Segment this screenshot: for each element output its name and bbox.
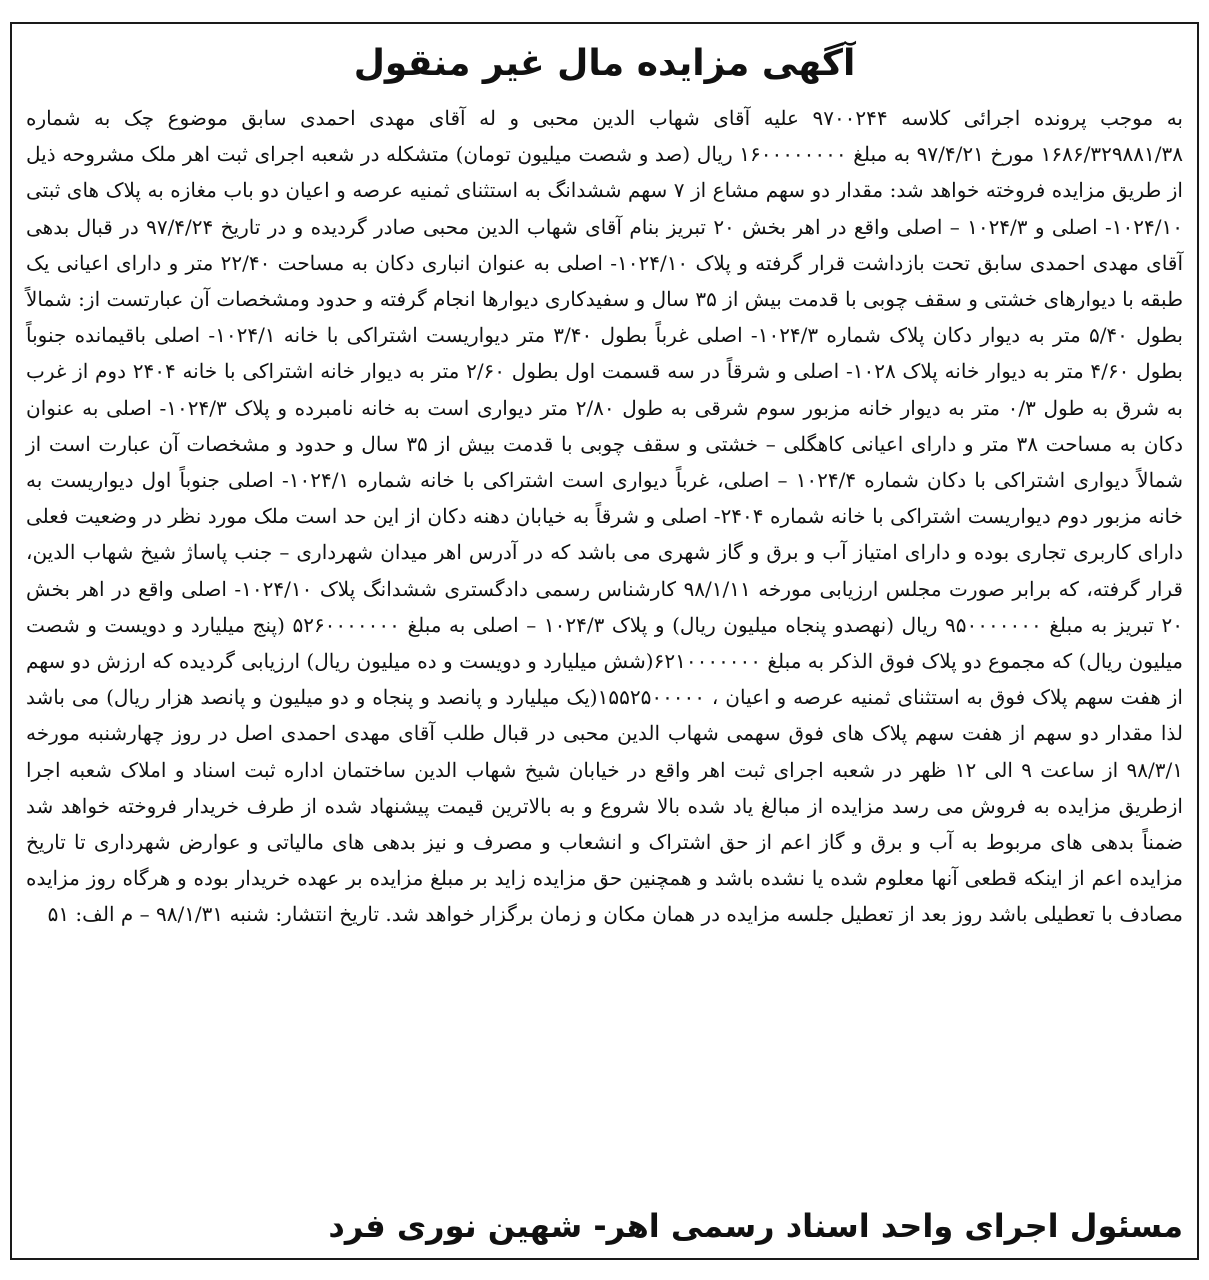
notice-body: به موجب پرونده اجرائی کلاسه ۹۷۰۰۲۴۴ علیه آقای شهاب الدین محبی و له آقای مهدی احمدی سابق موضوع چک به شماره ۱۶۸۶/۳۲۹۸۸۱/۳۸ مورخ ۹۷/۴/۲۱ به مبلغ ۱۶۰۰۰۰۰۰۰۰ ریال (صد و شصت میلیون تومان) متشکله در شعبه اجرای ثبت اهر ملک مشروحه ذیل از طریق مزایده فروخته خواهد شد: مقدار دو سهم مشاع از ۷ سهم ششدانگ به استثنای ثمنیه عرصه و اعیان دو باب مغازه به پلاک های ثبتی ۱۰۲۴/۱۰- اصلی و ۱۰۲۴/۳ – اصلی واقع در اهر بخش ۲۰ تبریز بنام آقای شهاب الدین محبی صادر گردیده و در تاریخ ۹۷/۴/۲۴ در قبال بدهی آقای مهدی احمدی سابق تحت بازداشت قرار گرفته و پلاک ۱۰۲۴/۱۰- اصلی به عنوان انباری دکان به مساحت ۲۲/۴۰ متر و دارای اعیانی یک طبقه با دیوارهای خشتی و سقف چوبی با قدمت بیش از ۳۵ سال و سفیدکاری دیوارها انجام گرفته و حدود ومشخصات آن عبارتست از: شمالاً بطول ۵/۴۰ متر به دیوار دکان پلاک شماره ۱۰۲۴/۳- اصلی غرباً بطول ۳/۴۰ متر دیواریست اشتراکی با خانه ۱۰۲۴/۱- اصلی باقیمانده جنوباً بطول ۴/۶۰ متر به دیوار خانه پلاک ۱۰۲۸- اصلی و شرقاً در سه قسمت اول بطول ۲/۶۰ متر به دیوار خانه اشتراکی با خانه ۲۴۰۴ دوم از غرب به شرق به طول ۰/۳ متر به دیوار خانه مزبور سوم شرقی به طول ۲/۸۰ متر دیواری است به خانه نامبرده و پلاک ۱۰۲۴/۳- اصلی به عنوان دکان به مساحت ۳۸ متر و دارای اعیانی کاهگلی – خشتی و سقف چوبی با قدمت بیش از ۳۵ سال و حدود و مشخصات آن عبارت است از شمالاً دیواری اشتراکی با دکان شماره ۱۰۲۴/۴ – اصلی، غرباً دیواری است اشتراکی با خانه شماره ۱۰۲۴/۱- اصلی جنوباً اول دیواریست به خانه مزبور دوم دیواریست اشتراکی با خانه شماره ۲۴۰۴- اصلی و شرقاً به خیابان دهنه دکان از این حد است ملک مورد نظر در وضعیت فعلی دارای کاربری تجاری بوده و دارای امتیاز آب و برق و گاز شهری می باشد که در آدرس اهر میدان شهرداری – جنب پاساژ شیخ شهاب الدین، قرار گرفته، که برابر صورت مجلس ارزیابی مورخه ۹۸/۱/۱۱ کارشناس رسمی دادگستری ششدانگ پلاک ۱۰۲۴/۱۰- اصلی واقع در اهر بخش ۲۰ تبریز به مبلغ ۹۵۰۰۰۰۰۰۰ ریال (نهصدو پنجاه میلیون ریال) و پلاک ۱۰۲۴/۳ – اصلی به مبلغ ۵۲۶۰۰۰۰۰۰۰ (پنج میلیارد و دویست و شصت میلیون ریال) که مجموع دو پلاک فوق الذکر به مبلغ ۶۲۱۰۰۰۰۰۰۰(شش میلیارد و دویست و ده میلیون ریال) ارزیابی گردیده که ارزش دو سهم از هفت سهم پلاک فوق به استثنای ثمنیه عرصه و اعیان ، ۱۵۵۲۵۰۰۰۰۰(یک میلیارد و پانصد و پنجاه و دو میلیون و پانصد هزار ریال) می باشد لذا مقدار دو سهم از هفت سهم پلاک های فوق سهمی شهاب الدین محبی در قبال طلب آقای مهدی احمدی اصل در روز چهارشنبه مورخه ۹۸/۳/۱ از ساعت ۹ الی ۱۲ ظهر در شعبه اجرای ثبت اهر واقع در خیابان شیخ شهاب الدین ساختمان اداره ثبت اسناد و املاک شعبه اجرا ازطریق مزایده به فروش می رسد مزایده از مبالغ یاد شده بالا شروع و به بالاترین قیمت پیشنهاد شده از طرف خریدار فروخته خواهد شد ضمناً بدهی های مربوط به آب و برق و گاز اعم از حق اشتراک و انشعاب و مصرف و نیز بدهی های مالیاتی و عوارض شهرداری تا تاریخ مزایده اعم از اینکه قطعی آنها معلوم شده یا نشده باشد و همچنین حق مزایده زاید بر مبلغ مزایده بر عهده خریدار بوده و هرگاه روز مزایده مصادف با تعطیلی باشد روز بعد از تعطیل جلسه مزایده در همان مکان و زمان برگزار خواهد شد. تاریخ انتشار: شنبه ۹۸/۱/۳۱ – م الف: ۵۱ bbox=[26, 106, 1184, 927]
notice-title: آگهی مزایده مال غیر منقول bbox=[353, 43, 856, 84]
auction-notice bbox=[10, 22, 1199, 1260]
notice-signature: مسئول اجرای واحد اسناد رسمی اهر- شهین نوری فرد bbox=[328, 1207, 1183, 1245]
